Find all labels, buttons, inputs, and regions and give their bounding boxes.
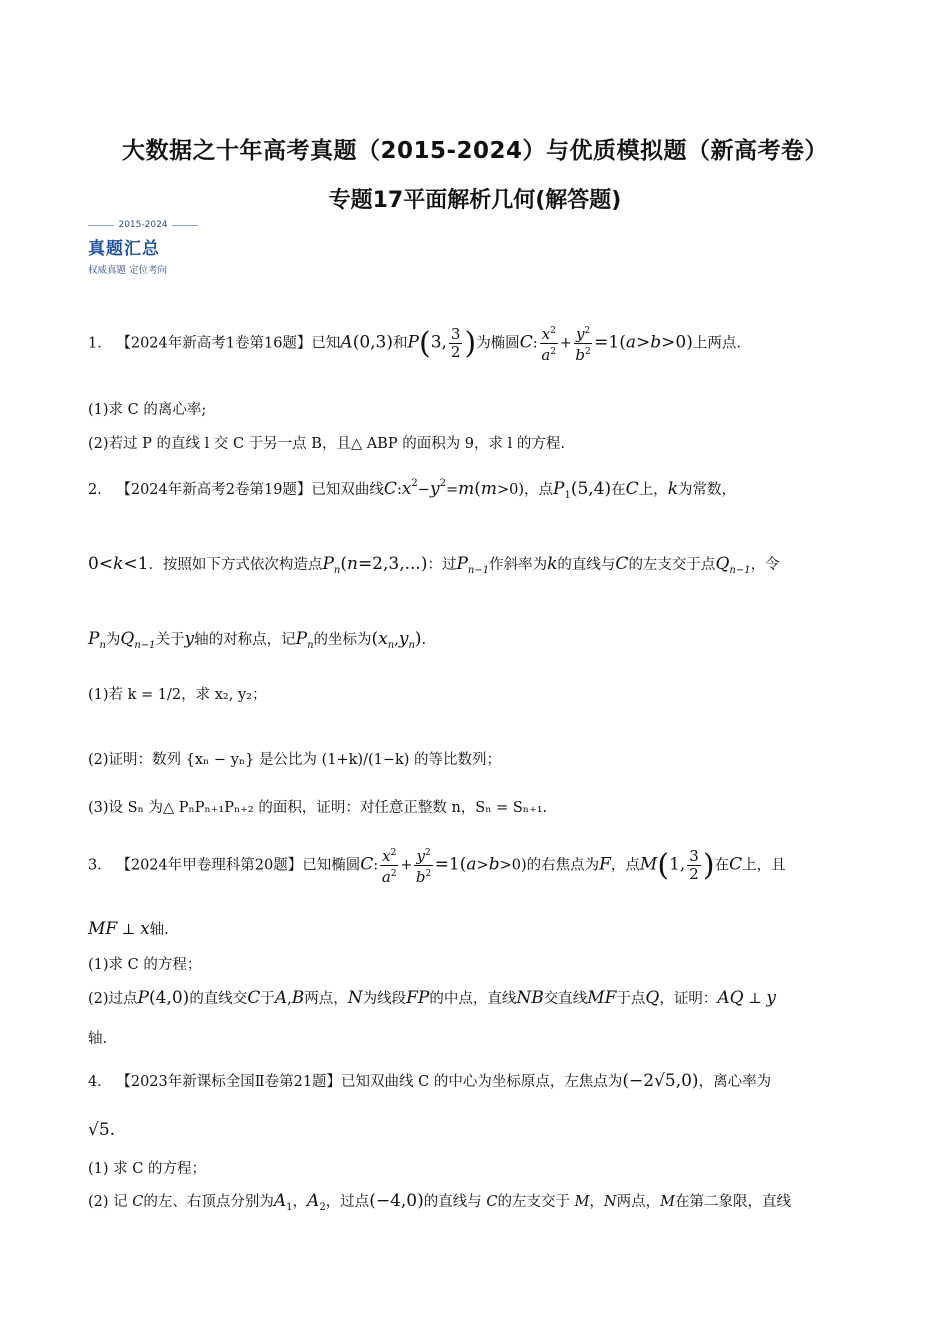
problem-3-part-1: (1)求 C 的方程； bbox=[88, 957, 202, 973]
logo-caption: 权威真题 定位考向 bbox=[88, 265, 168, 276]
problem-4-stem: 4． 【2023年新课标全国Ⅱ卷第21题】已知双曲线 C 的中心为坐标原点，左焦点为(−2√5,0)，离心率为 bbox=[88, 1071, 772, 1091]
problem-2-stem-cont: 0<k<1．按照如下方式依次构造点$P_n(n=2,3,...)$：过$P_{n-1}$作斜率为k的直线与C的左支交于点$Q_{n-1}$，令 bbox=[88, 554, 780, 576]
problem-4-part-2: (2) 记 C的左、右顶点分别为$A_1$，$A_2$，过点(−4,0)的直线与 C的左支交于 M，N两点，M在第二象限，直线 bbox=[88, 1191, 791, 1213]
problem-3-part-2: (2)过点P(4,0)的直线交C于A,B两点，N为线段FP的中点，直线NB交直线MF于点Q，证明：AQ ⊥ y bbox=[88, 988, 777, 1008]
problem-2-part-1: (1)若 k = 1/2，求 x₂, y₂； bbox=[88, 687, 267, 703]
problem-2-stem: 2． 【2024年新高考2卷第19题】已知双曲线$C:x^2-y^2=m(m>0)$，点$P_1(5,4)$在C上，k为常数， bbox=[88, 478, 736, 501]
problem-2-part-2: (2)证明：数列 {xₙ − yₙ} 是公比为 (1+k)/(1−k) 的等比数列； bbox=[88, 752, 502, 768]
logo-range: 2015-2024 bbox=[88, 220, 198, 230]
problem-3-stem-end: MF ⊥ x轴. bbox=[88, 919, 169, 939]
problem-3-stem: 3． 【2024年甲卷理科第20题】已知椭圆C: $\frac{x^2}{a^2}$ + $\frac{y^2}{b^2}$ =1(a>b>0)的右焦点为F，点M(1, $\frac{3}{2}$ )在C上，且 bbox=[88, 847, 786, 886]
document-subtitle: 专题17平面解析几何(解答题) bbox=[328, 188, 622, 213]
problem-2-part-3: (3)设 Sₙ 为△ PₙPₙ₊₁Pₙ₊₂ 的面积，证明：对任意正整数 n，Sₙ = Sₙ₊₁. bbox=[88, 800, 548, 816]
problem-2-stem-end: $P_n$为$Q_{n-1}$关于y轴的对称点，记$P_n$的坐标为$(x_n,y_n)$. bbox=[88, 629, 427, 651]
problem-1-stem: 1． 【2024年新高考1卷第16题】已知A(0,3)和P(3, $\frac{3}{2}$ )为椭圆C: $\frac{x^2}{a^2}$ + $\frac{y^2}{b^2}$ =1(a>b>0)上两点. bbox=[88, 325, 741, 364]
logo-label: 真题汇总 bbox=[88, 239, 160, 259]
problem-3-part-2-end: 轴. bbox=[88, 1031, 108, 1047]
problem-4-stem-end: √5. bbox=[88, 1120, 116, 1140]
document-title: 大数据之十年高考真题（2015-2024）与优质模拟题（新高考卷） bbox=[121, 138, 829, 164]
problem-4-part-1: (1) 求 C 的方程； bbox=[88, 1161, 206, 1177]
section-logo bbox=[88, 220, 198, 282]
problem-1-part-2: (2)若过 P 的直线 l 交 C 于另一点 B，且△ ABP 的面积为 9，求 l 的方程. bbox=[88, 436, 565, 452]
problem-1-part-1: (1)求 C 的离心率; bbox=[88, 402, 207, 418]
